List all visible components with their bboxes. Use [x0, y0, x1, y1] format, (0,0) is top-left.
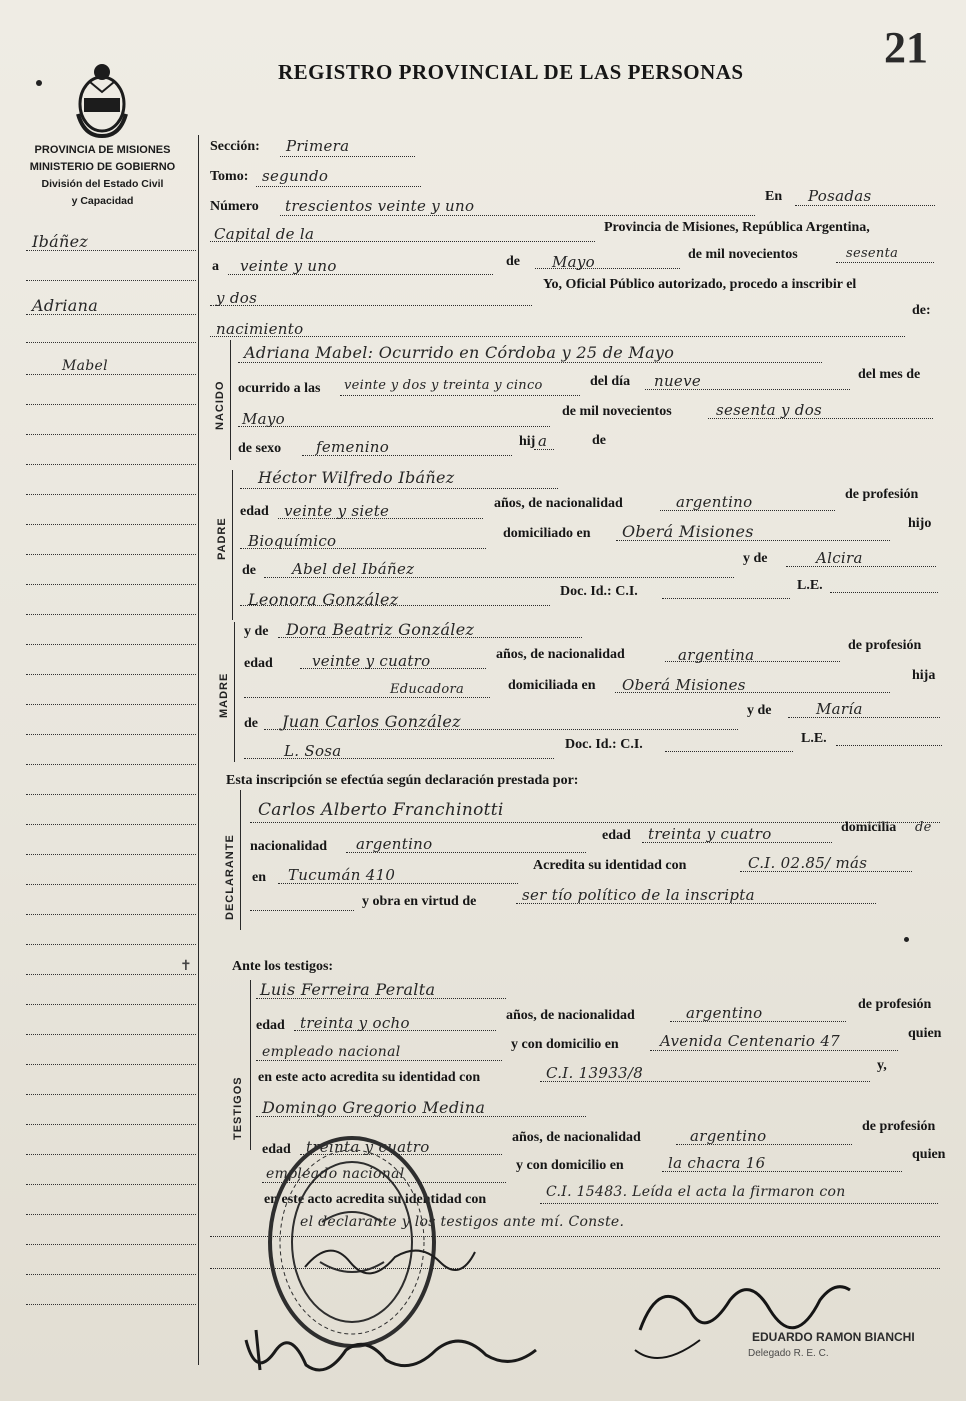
provincia-text: Provincia de Misiones, República Argentina,: [604, 220, 870, 235]
tomo-label: Tomo:: [210, 169, 249, 184]
hijo-label: hijo: [908, 516, 932, 531]
national-coat-of-arms-icon: [72, 58, 132, 138]
padre-edad-value: veinte y siete: [284, 502, 390, 520]
madre-father-value: Juan Carlos González: [282, 712, 461, 731]
division-line2: y Capacidad: [71, 195, 134, 207]
ink-dot: [904, 937, 909, 942]
nacido-day-value: nueve: [654, 372, 702, 390]
padre-name-value: Héctor Wilfredo Ibáñez: [258, 468, 455, 487]
official-name-stamp: EDUARDO RAMON BIANCHI: [752, 1330, 915, 1344]
obra-label: y obra en virtud de: [362, 894, 477, 909]
numero-label: Número: [210, 199, 259, 214]
madre-name-value: Dora Beatriz González: [286, 620, 475, 639]
declarante-domicilia-value: de: [915, 820, 932, 835]
testigo1-dom-value: Avenida Centenario 47: [660, 1032, 841, 1050]
acta-type: nacimiento: [216, 320, 304, 338]
margin-first-name: Adriana: [32, 296, 99, 315]
acredita-value: C.I. 02.85/ más: [748, 854, 868, 872]
seccion-label: Sección:: [210, 139, 260, 154]
testigo2-nac-value: argentino: [690, 1127, 767, 1145]
year-label: de mil novecientos: [688, 247, 798, 262]
testigo2-prof-label: de profesión: [862, 1119, 936, 1134]
padre-mother-value1: Alcira: [816, 549, 863, 567]
testigo1-nac-value: argentino: [686, 1004, 763, 1022]
padre-edad-label: edad: [240, 504, 269, 519]
margin-middle-name: Mabel: [62, 358, 108, 374]
madre-y-de-label: y de: [244, 624, 269, 639]
testigo1-nac-label: años, de nacionalidad: [506, 1008, 635, 1023]
madre-mother-value1: María: [816, 700, 863, 718]
nacido-year-label: de mil novecientos: [562, 404, 672, 419]
padre-prof-value: Bioquímico: [248, 532, 337, 550]
y-label: y,: [877, 1058, 887, 1073]
declarante-domicilia-label: domicilia: [841, 820, 897, 835]
hij-label: hij: [519, 434, 536, 449]
testigo1-prof-value: empleado nacional: [262, 1044, 401, 1060]
hij-value: a: [538, 432, 548, 450]
nacido-bracket: [230, 340, 231, 460]
madre-edad-value: veinte y cuatro: [312, 652, 431, 670]
madre-prof-value: Educadora: [390, 682, 465, 697]
testigo1-acredita-label: en este acto acredita su identidad con: [258, 1070, 481, 1085]
en-label: En: [765, 189, 783, 204]
a-label: a: [212, 259, 219, 274]
margin-surname: Ibáñez: [32, 232, 89, 251]
padre-father-value: Abel del Ibáñez: [292, 560, 415, 578]
testigo2-edad-value: treinta y cuatro: [306, 1138, 430, 1156]
testigo2-edad-label: edad: [262, 1142, 291, 1157]
testigo1-prof-label: de profesión: [858, 997, 932, 1012]
official-signature: [620, 1270, 860, 1380]
sexo-value: femenino: [316, 438, 390, 456]
declarante-edad-value: treinta y cuatro: [648, 825, 772, 843]
year-value: sesenta: [846, 246, 899, 261]
margin-mark: ✝: [180, 959, 192, 974]
declarante-nac-value: argentino: [356, 835, 433, 853]
quien2-label: quien: [912, 1147, 946, 1162]
madre-doc-label: Doc. Id.: C.I.: [565, 737, 643, 752]
birth-certificate-page: REGISTRO PROVINCIAL DE LAS PERSONAS 21 PROVINCIA DE MISIONES MINISTERIO DE GOBIERNO División del Estado Civil y Capacidad Ibáñez Adriana Mabel Sección: Primera Tomo: segundo Número trescientos veinte y uno En Posadas Capital de la Provincia de Misiones, República Argentina, a veinte y uno de Mayo de mil novecientos sesenta y dos Yo, Oficial Público autorizado, procedo a inscribir el nacimiento de: NACIDO Adriana Mabel: Ocurrido en Córdoba y 25 de Mayo ocurrido a las veinte y dos y treinta y cinco del día nueve del mes de Mayo de mil novecientos sesenta y dos de sexo femenino hij a de PADRE Héctor Wilfredo Ibáñez edad veinte y siete años, de nacionalidad argentino de profesión Bioquímico domiciliado en Oberá Misiones hijo de Abel del Ibáñez y de Alcira Leonora González Doc. Id.: C.I. L.E. MADRE y de Dora Beatriz González edad veinte y cuatro años, de nacionalidad argentina de profesión Educadora domiciliada en Oberá Misiones hija de Juan Carlos González y de María L. Sosa Doc. Id.: C.I. L.E. Esta inscripción se efectúa según declaración prestada por: DECLARANTE Carlos Alberto Franchinotti nacionalidad argentino edad treinta y cuatro domicilia de en Tucumán 410 Acredita su identidad con C.I. 02.85/ más y obra en virtud de ser tío político de la inscripta Ante los testigos: ✝ TESTIGOS Luis Ferreira Peralta edad treinta y ocho años, de nacionalidad argentino de profesión empleado nacional y con domicilio en Avenida Centenario 47 quien en este acto acredita su identidad con C.I. 13933/8 y, Domingo Gregorio Medina edad treinta y cuatro años, de nacionalidad argentino de profesión empleado nacional y con domicilio en la chacra 16 quien en este acto acredita su identidad con C.I. 15483. Leída el acta la firmaron con el declarante y los testigos ante mí. Conste. EDUARDO RAMON BIANCHI Delegado R. E. C.: [0, 0, 966, 1401]
testigo1-name-value: Luis Ferreira Peralta: [260, 980, 436, 999]
testigo2-acredita-value: C.I. 15483. Leída el acta la firmaron con: [546, 1184, 846, 1200]
madre-bracket: [234, 622, 235, 762]
issuer-block: [0, 142, 205, 210]
testigos-intro: Ante los testigos:: [232, 959, 334, 974]
padre-doc-label: Doc. Id.: C.I.: [560, 584, 638, 599]
time-value: veinte y dos y treinta y cinco: [344, 378, 543, 393]
nacido-month-value: Mayo: [242, 410, 286, 428]
bullet-dot: [36, 80, 42, 86]
folio-number: 21: [884, 23, 928, 72]
declarante-edad-label: edad: [602, 828, 631, 843]
province-name: PROVINCIA DE MISIONES: [34, 144, 171, 156]
division-line1: División del Estado Civil: [41, 178, 164, 190]
madre-prof-label: de profesión: [848, 638, 922, 653]
testigo1-edad-label: edad: [256, 1018, 285, 1033]
city-value: Capital de la: [214, 225, 315, 243]
testigo2-dom-label: y con domicilio en: [516, 1158, 624, 1173]
testigo2-nac-label: años, de nacionalidad: [512, 1130, 641, 1145]
sexo-label: de sexo: [238, 441, 282, 456]
declarante-nac-label: nacionalidad: [250, 839, 328, 854]
madre-dom-label: domiciliada en: [508, 678, 596, 693]
declarante-signature: [300, 1232, 480, 1282]
madre-le-label: L.E.: [801, 731, 827, 746]
nacido-de-label: de: [592, 433, 606, 448]
del-dia-label: del día: [590, 374, 631, 389]
madre-mother-value2: L. Sosa: [284, 742, 342, 760]
testigo2-dom-value: la chacra 16: [668, 1154, 766, 1172]
margin-divider: [198, 135, 199, 1365]
madre-nac-value: argentina: [678, 646, 755, 664]
quien-label: quien: [908, 1026, 942, 1041]
en-value: Posadas: [808, 187, 872, 205]
day-value: veinte y uno: [240, 257, 337, 275]
hija-label: hija: [912, 668, 936, 683]
testigo2-acredita-label: en este acto acredita su identidad con: [264, 1192, 487, 1207]
month-value: Mayo: [552, 253, 596, 271]
testigo2-name-value: Domingo Gregorio Medina: [262, 1098, 486, 1117]
numero-value: trescientos veinte y uno: [285, 197, 475, 215]
nacido-name-value: Adriana Mabel: Ocurrido en Córdoba y 25 de Mayo: [244, 343, 675, 362]
padre-dom-value: Oberá Misiones: [622, 522, 754, 541]
declarante-name-value: Carlos Alberto Franchinotti: [258, 800, 504, 820]
nacido-year-value: sesenta y dos: [716, 401, 823, 419]
ocurrido-label: ocurrido a las: [238, 381, 321, 396]
declarante-intro: Esta inscripción se efectúa según declaración prestada por:: [226, 773, 579, 788]
declarante-en-label: en: [252, 870, 266, 885]
testigo1-dom-label: y con domicilio en: [511, 1037, 619, 1052]
testigo1-edad-value: treinta y ocho: [300, 1014, 410, 1032]
declarante-bracket: [240, 790, 241, 930]
ministry-name: MINISTERIO DE GOBIERNO: [29, 161, 176, 173]
closing-line: el declarante y los testigos ante mí. Conste.: [300, 1214, 625, 1230]
padre-le-label: L.E.: [797, 578, 823, 593]
testigos-bracket: [250, 980, 251, 1150]
madre-edad-label: edad: [244, 656, 273, 671]
madre-y-de2-label: y de: [747, 703, 772, 718]
padre-mother-value2: Leonora González: [248, 590, 399, 609]
declarante-en-value: Tucumán 410: [288, 866, 396, 884]
acredita-label: Acredita su identidad con: [533, 858, 687, 873]
del-mes-label: del mes de: [858, 367, 921, 382]
page-title: REGISTRO PROVINCIAL DE LAS PERSONAS: [278, 60, 744, 84]
padre-de-label: de: [242, 563, 256, 578]
padre-y-de-label: y de: [743, 551, 768, 566]
madre-nac-label: años, de nacionalidad: [496, 647, 625, 662]
padre-prof-label: de profesión: [845, 487, 919, 502]
padre-bracket: [232, 470, 233, 620]
padre-dom-label: domiciliado en: [503, 526, 591, 541]
testigo2-prof-value: empleado nacional: [266, 1166, 405, 1182]
padre-nac-value: argentino: [676, 493, 753, 511]
testigo1-acredita-value: C.I. 13933/8: [546, 1064, 644, 1082]
de-colon: de:: [912, 303, 931, 318]
oficial-text: Yo, Oficial Público autorizado, procedo a inscribir el: [543, 277, 857, 292]
madre-de-label: de: [244, 716, 258, 731]
seccion-value: Primera: [286, 137, 350, 155]
tomo-value: segundo: [262, 167, 329, 185]
year-value-continued: y dos: [216, 289, 258, 307]
witness-signature: [236, 1310, 556, 1390]
obra-value: ser tío político de la inscripta: [522, 886, 755, 904]
official-title-stamp: Delegado R. E. C.: [748, 1348, 829, 1359]
de-label: de: [506, 254, 520, 269]
padre-nac-label: años, de nacionalidad: [494, 496, 623, 511]
madre-dom-value: Oberá Misiones: [622, 676, 746, 694]
